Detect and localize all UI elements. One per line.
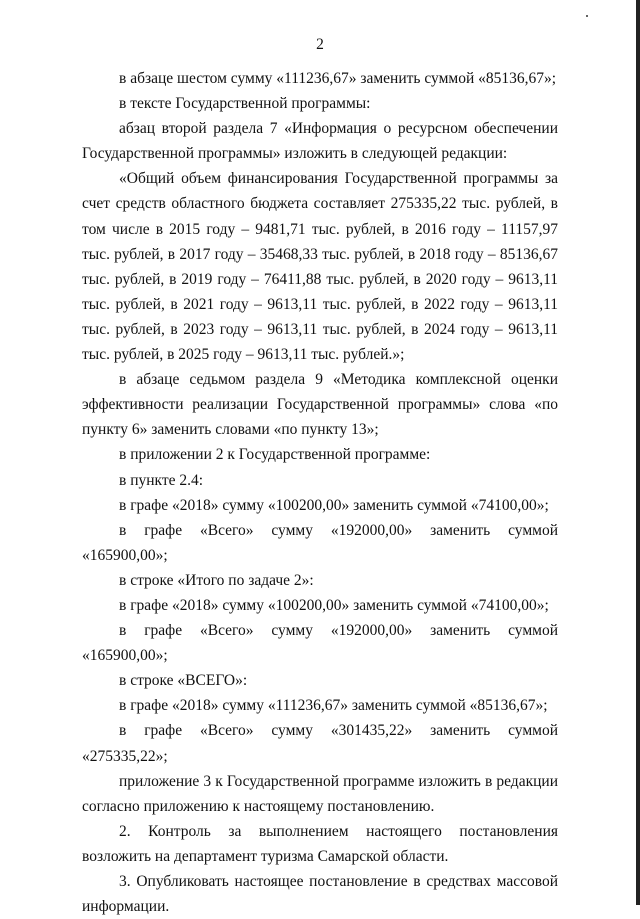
paragraph-10: в строке «Итого по задаче 2»: [119, 571, 314, 589]
paragraph-17: 2. Контроль за выполнением настоящего постановления возложить на департамент туризма Самарской области. [82, 822, 558, 865]
paragraph-18: 3. Опубликовать настоящее постановление в средствах массовой информации. [82, 873, 558, 916]
paragraph-8: в графе «2018» сумму «100200,00» заменить суммой «74100,00»; [119, 496, 549, 514]
paragraph-16: приложение 3 к Государственной программе изложить в редакции согласно приложению к настоящему постановлению. [82, 772, 558, 815]
paragraph-2: в тексте Государственной программы: [119, 95, 371, 113]
paragraph-3: абзац второй раздела 7 «Информация о ресурсном обеспечении Государственной программы» изложить в следующей редакции: [82, 120, 558, 163]
paragraph-5: в абзаце седьмом раздела 9 «Методика комплексной оценки эффективности реализации Государственной программы» слова «по пункту 6» заменить словами «по пункту 13»; [82, 371, 558, 439]
paragraph-12: в графе «Всего» сумму «192000,00» заменить суммой «165900,00»; [82, 622, 558, 665]
paragraph-1: в абзаце шестом сумму «111236,67» заменить суммой «85136,67»; [119, 70, 557, 87]
document-body [82, 66, 558, 919]
paragraph-13: в строке «ВСЕГО»: [119, 672, 248, 690]
paragraph-6: в приложении 2 к Государственной программе: [119, 446, 431, 464]
paragraph-9: в графе «Всего» сумму «192000,00» заменить суммой «165900,00»; [82, 521, 558, 564]
paragraph-11: в графе «2018» сумму «100200,00» заменить суммой «74100,00»; [119, 596, 549, 614]
paragraph-7: в пункте 2.4: [119, 471, 204, 489]
paragraph-15: в графе «Всего» сумму «301435,22» заменить суммой «275335,22»; [82, 722, 558, 765]
scan-edge [636, 0, 640, 905]
page-number: 2 [316, 36, 324, 53]
paragraph-4: «Общий объем финансирования Государственной программы за счет средств областного бюджета составляет 275335,22 тыс. рублей, в том числе в 2015 году – 9481,71 тыс. рублей, в 2016 году – 11157,97 тыс. рублей, в 2017 году – 35468,33 тыс. рублей, в 2018 году – 85136,67 тыс. рублей, в 2019 году – 76411,88 тыс. рублей, в 2020 году – 9613,11 тыс. рублей, в 2021 году – 9613,11 тыс. рублей, в 2022 году – 9613,11 тыс. рублей, в 2023 году – 9613,11 тыс. рублей, в 2024 году – 9613,11 тыс. рублей, в 2025 году – 9613,11 тыс. рублей.»; [82, 170, 558, 364]
paragraph-14: в графе «2018» сумму «111236,67» заменить суммой «85136,67»; [119, 697, 548, 715]
scan-speck [586, 15, 588, 17]
